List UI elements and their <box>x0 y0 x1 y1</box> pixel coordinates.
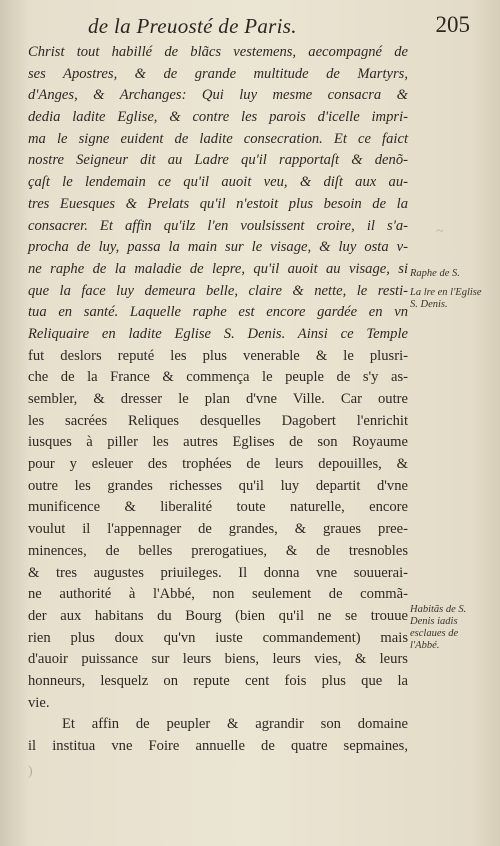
text-line: d'Anges, & Archanges: Qui luy mesme consacra & <box>28 87 408 104</box>
text-line: Et affin de peupler & agrandir son domaine <box>62 716 408 733</box>
text-line: honneurs, lesquelz on repute cent fois plus que la <box>28 672 408 689</box>
bleed-through-mark: ) <box>28 764 33 779</box>
text-line: der aux habitans du Bourg (bien qu'il ne se trouue <box>28 607 408 624</box>
page-header <box>28 12 480 44</box>
text-line: minences, de belles prerogatiues, & de tresnobles <box>28 542 408 559</box>
text-line: outre les grandes richesses qu'il luy departit d'vne <box>28 477 408 494</box>
margin-note: Raphe de S. <box>410 268 460 279</box>
text-line: tres Euesques & Prelats qu'il n'estoit plus besoin de la <box>28 195 408 212</box>
text-line: vie. <box>28 694 50 711</box>
text-line: que la face luy demeura belle, claire & nette, le resti- <box>28 282 408 299</box>
text-line: pour y esleuer des trophées de leurs depouilles, & <box>28 456 408 473</box>
running-title: de la Preuosté de Paris. <box>88 14 297 38</box>
text-line: ses Apostres, & de grande multitude de Martyrs, <box>28 65 408 82</box>
text-line: fut deslors reputé les plus venerable & le plusri- <box>28 347 408 364</box>
margin-note: Habitãs de S. Denis iadis esclaues de l'Abbé. <box>410 604 467 651</box>
text-line: çaſt le lendemain ce qu'il auoit veu, & diſt aux au- <box>28 174 408 191</box>
bleed-through-mark: ~ <box>436 224 444 239</box>
text-line: iusques à piller les autres Eglises de son Royaume <box>28 434 408 451</box>
margin-note: La lre en l'Eglise S. Denis. <box>410 287 482 310</box>
text-line: dedia ladite Eglise, & contre les parois d'icelle impri- <box>28 109 408 126</box>
text-line: les sacrées Reliques desquelles Dagobert l'enrichit <box>28 412 408 429</box>
text-line: Reliquaire en ladite Eglise S. Denis. Ainsi ce Temple <box>28 325 408 342</box>
text-line: Christ tout habillé de blãcs vestemens, aecompagné de <box>28 44 408 60</box>
text-line: ne authorité à l'Abbé, non seulement de commã- <box>28 586 408 603</box>
body-text <box>28 42 408 758</box>
page-number: 205 <box>435 12 470 37</box>
text-line: ma le signe euident de ladite consecration. Et ce faict <box>28 130 408 147</box>
text-line: munificence & liberalité toute naturelle, encore <box>28 499 408 516</box>
text-line: d'auoir puissance sur leurs biens, leurs vies, & leurs <box>28 651 408 668</box>
text-line: consacrer. Et affin qu'ilz l'en voulsissent croire, il s'a- <box>28 217 408 234</box>
text-line: & tres augustes priuileges. Il donna vne souuerai- <box>28 564 408 581</box>
text-line: che de la France & commença le peuple de s'y as- <box>28 369 408 386</box>
text-line: rien plus doux qu'vn iuste commandement) mais <box>28 629 408 646</box>
text-line: procha de luy, passa la main sur le visage, & luy osta v- <box>28 239 408 256</box>
text-line: tua en santé. Laquelle raphe est encore gardée en vn <box>28 304 408 321</box>
text-line: nostre Seigneur dit au Ladre qu'il rapportaſt & denõ- <box>28 152 408 169</box>
text-line: sembler, & dresser le plan d'vne Ville. Car outre <box>28 391 408 407</box>
text-line: voulut il l'appennager de grandes, & graues pree- <box>28 521 408 538</box>
text-line: il institua vne Foire annuelle de quatre sepmaines, <box>28 738 408 754</box>
text-line: ne raphe de la maladie de lepre, qu'il auoit au visage, si <box>28 260 408 277</box>
